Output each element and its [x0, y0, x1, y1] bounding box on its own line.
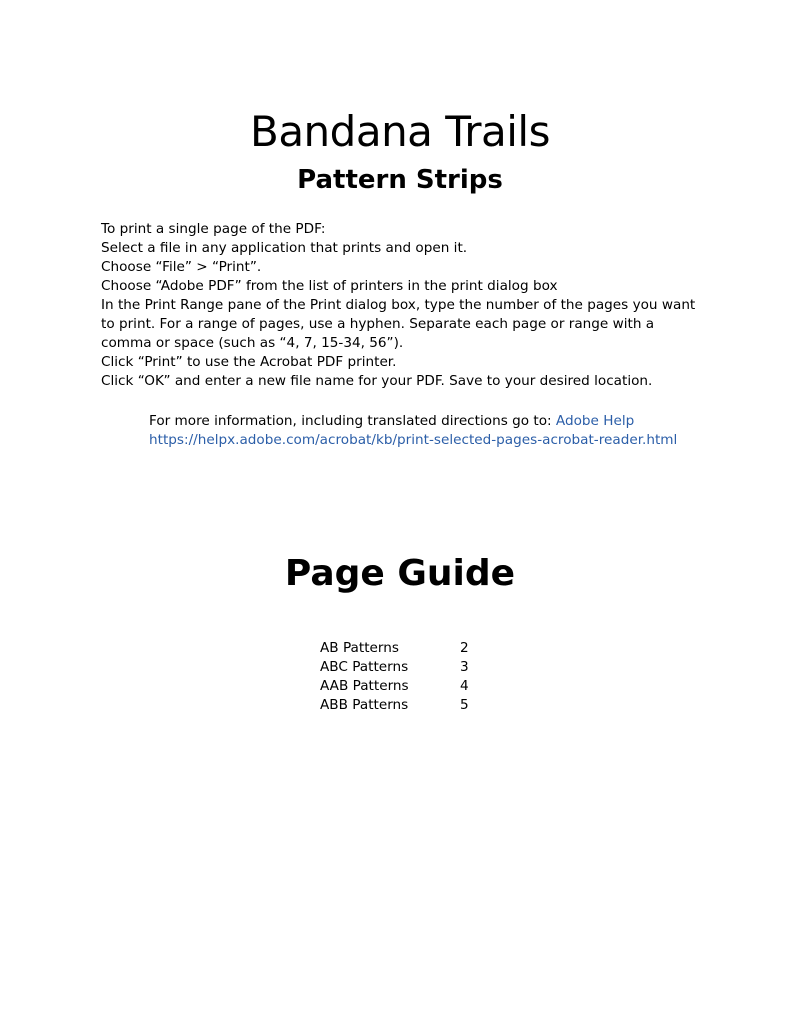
pattern-name: ABC Patterns [320, 659, 409, 675]
table-row [320, 696, 480, 715]
table-row [320, 639, 480, 658]
adobe-help-link[interactable]: Adobe Help [555, 413, 635, 429]
pattern-name: ABB Patterns [320, 697, 409, 713]
page-number: 3 [460, 659, 469, 675]
instruction-line: In the Print Range pane of the Print dialog box, type the number of the pages you want to print. For a range of pages, use a hyphen. Separate each page or range with a comma or space (such as “4, 7, 15-34, 56”). [101, 297, 696, 351]
page-guide-title: Page Guide [284, 553, 516, 594]
page-number: 2 [460, 640, 469, 656]
instruction-line: Click “OK” and enter a new file name for your PDF. Save to your desired location. [101, 373, 653, 389]
page-title: Bandana Trails [250, 107, 550, 156]
page-number: 4 [460, 678, 469, 694]
table-row [320, 658, 480, 677]
page-guide-table [320, 639, 480, 715]
instruction-line: Click “Print” to use the Acrobat PDF printer. [101, 354, 397, 370]
instruction-line: Choose “Adobe PDF” from the list of printers in the print dialog box [101, 278, 558, 294]
instruction-line: Select a file in any application that prints and open it. [101, 240, 468, 256]
more-info-text: For more information, including translated directions go to: [149, 413, 552, 429]
pattern-name: AAB Patterns [320, 678, 409, 694]
instruction-line: To print a single page of the PDF: [101, 221, 326, 237]
pattern-name: AB Patterns [320, 640, 399, 656]
print-instructions [101, 220, 701, 391]
table-row [320, 677, 480, 696]
instruction-line: Choose “File” > “Print”. [101, 259, 262, 275]
adobe-help-url-link[interactable]: https://helpx.adobe.com/acrobat/kb/print-selected-pages-acrobat-reader.html [149, 432, 678, 448]
page-subtitle: Pattern Strips [297, 165, 503, 195]
page-number: 5 [460, 697, 469, 713]
more-info-block [149, 412, 709, 450]
